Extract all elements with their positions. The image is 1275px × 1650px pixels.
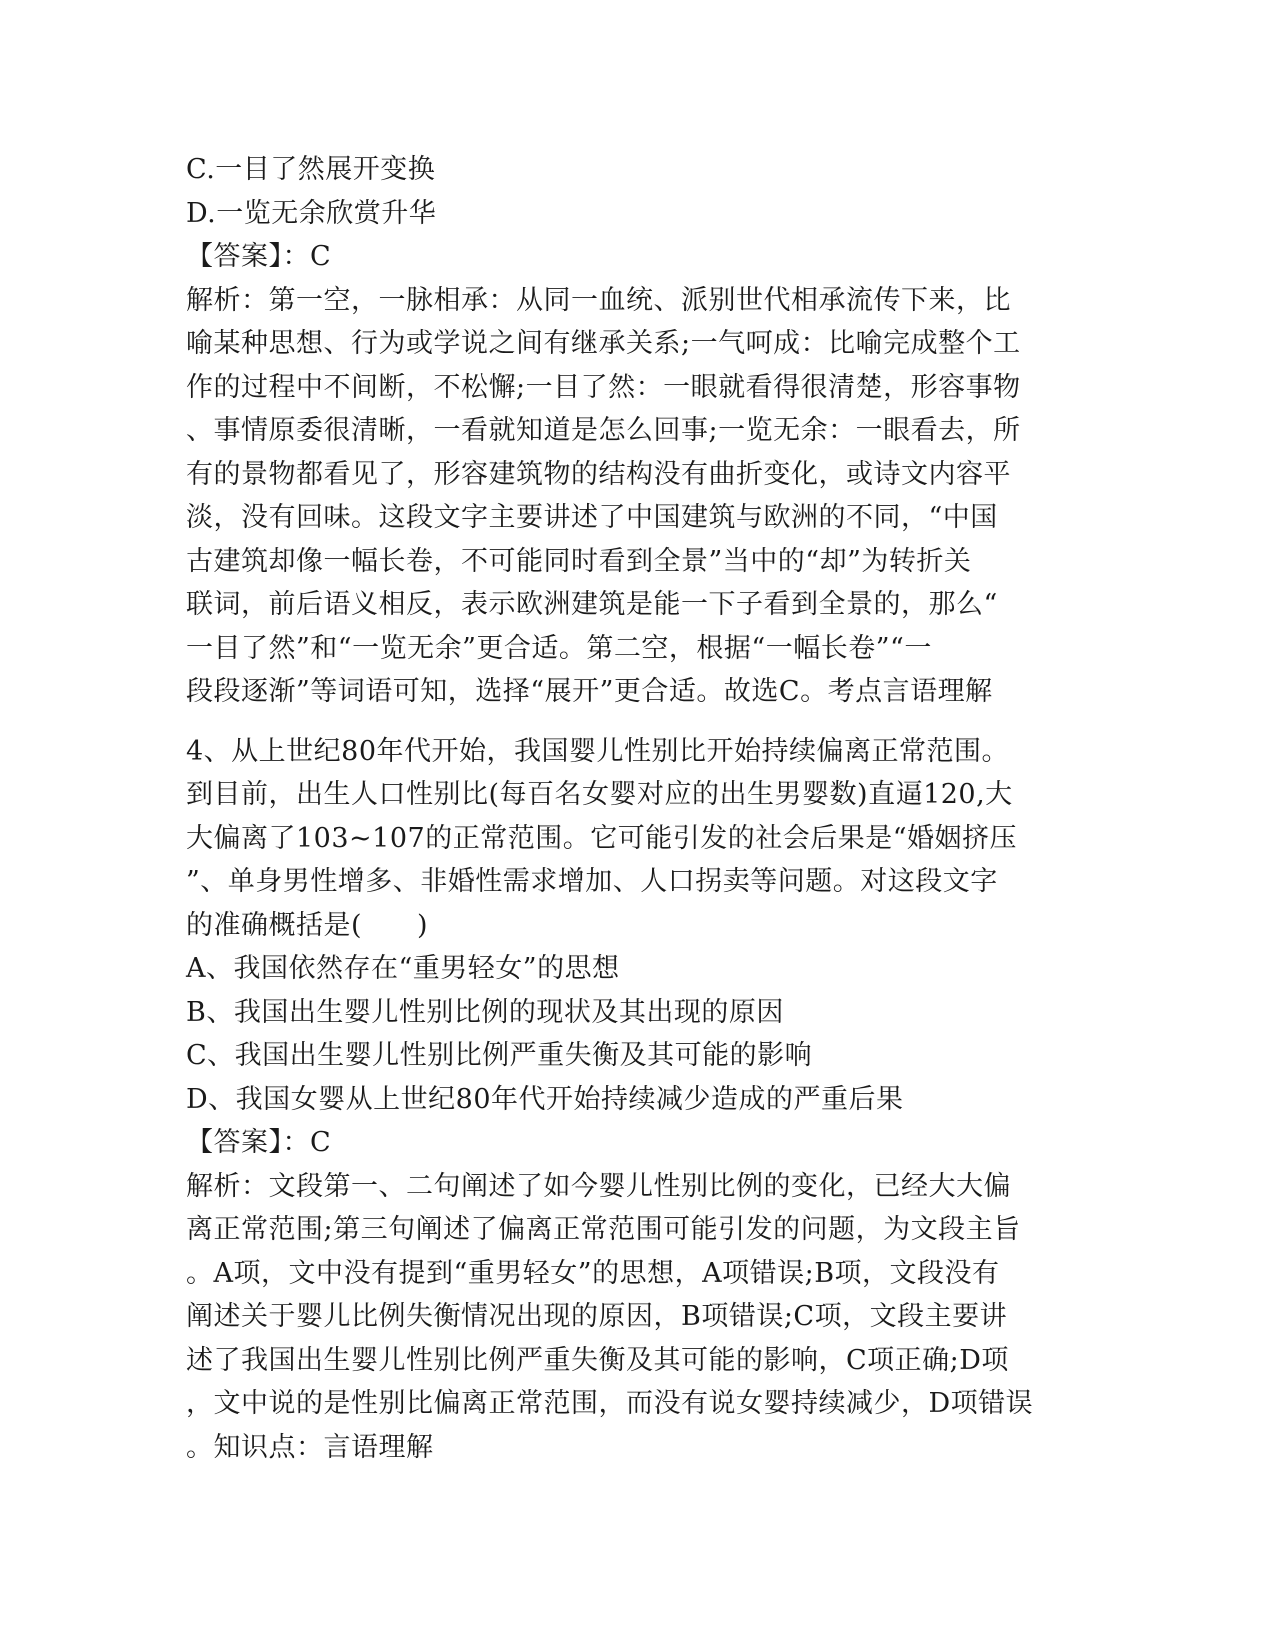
q4-stem bbox=[186, 730, 1086, 948]
q4-option-b: B、我国出生婴儿性别比例的现状及其出现的原因 bbox=[186, 996, 784, 1028]
q4-analysis-line: 。知识点：言语理解 bbox=[186, 1431, 434, 1463]
q3-analysis-line: 联词，前后语义相反，表示欧洲建筑是能一下子看到全景的，那么“ bbox=[186, 589, 998, 620]
q3-option-c: C.一目了然展开变换 bbox=[186, 154, 436, 185]
q4-analysis-line: 解析：文段第一、二句阐述了如今婴儿性别比例的变化，已经大大偏 bbox=[186, 1170, 1011, 1202]
q4-answer: 【答案】：C bbox=[186, 1127, 332, 1158]
q4-analysis-line: 。A项，文中没有提到“重男轻女”的思想，A项错误;B项，文段没有 bbox=[186, 1257, 1000, 1289]
q3-analysis-line: 、事情原委很清晰，一看就知道是怎么回事;一览无余：一眼看去，所 bbox=[186, 415, 1021, 446]
q4-option-c: C、我国出生婴儿性别比例严重失衡及其可能的影响 bbox=[186, 1040, 813, 1071]
q3-option-d: D.一览无余欣赏升华 bbox=[186, 197, 437, 229]
q4-analysis-line: 离正常范围;第三句阐述了偏离正常范围可能引发的问题，为文段主旨 bbox=[186, 1214, 1021, 1245]
q4-analysis-line: 阐述关于婴儿比例失衡情况出现的原因，B项错误;C项，文段主要讲 bbox=[186, 1301, 1008, 1332]
q3-analysis-line: 淡，没有回味。这段文字主要讲述了中国建筑与欧洲的不同，“中国 bbox=[186, 502, 998, 533]
q4-option-a: A、我国依然存在“重男轻女”的思想 bbox=[186, 953, 620, 984]
q4-analysis bbox=[186, 1165, 1086, 1470]
q4-options bbox=[186, 947, 1086, 1121]
q3-analysis-line: 喻某种思想、行为或学说之间有继承关系;一气呵成：比喻完成整个工 bbox=[186, 328, 1021, 359]
q4-analysis-line: 述了我国出生婴儿性别比例严重失衡及其可能的影响，C项正确;D项 bbox=[186, 1344, 1009, 1376]
q3-analysis bbox=[186, 279, 1086, 714]
question-separator bbox=[186, 714, 1086, 730]
q3-analysis-line: 有的景物都看见了，形容建筑物的结构没有曲折变化，或诗文内容平 bbox=[186, 458, 1011, 490]
q3-answer: 【答案】：C bbox=[186, 241, 332, 272]
q4-stem-line: ”、单身男性增多、非婚性需求增加、人口拐卖等问题。对这段文字 bbox=[186, 866, 998, 897]
q4-stem-line: 到目前，出生人口性别比(每百名女婴对应的出生男婴数)直逼120,大 bbox=[186, 779, 1013, 810]
q3-analysis-line: 解析：第一空，一脉相承：从同一血统、派别世代相承流传下来，比 bbox=[186, 284, 1011, 316]
q3-analysis-line: 段段逐渐”等词语可知，选择“展开”更合适。故选C。考点言语理解 bbox=[186, 676, 993, 707]
page-content bbox=[186, 148, 1086, 1469]
q3-analysis-line: 一目了然”和“一览无余”更合适。第二空，根据“一幅长卷”“一 bbox=[186, 632, 932, 664]
q3-analysis-line: 作的过程中不间断，不松懈;一目了然：一眼就看得很清楚，形容事物 bbox=[186, 371, 1021, 403]
q3-analysis-line: 古建筑却像一幅长卷，不可能同时看到全景”当中的“却”为转折关 bbox=[186, 545, 972, 577]
q4-stem-line: 4、从上世纪80年代开始，我国婴儿性别比开始持续偏离正常范围。 bbox=[186, 735, 1010, 767]
q4-stem-line: 大偏离了103~107的正常范围。它可能引发的社会后果是“婚姻挤压 bbox=[186, 822, 1017, 854]
q4-analysis-line: ，文中说的是性别比偏离正常范围，而没有说女婴持续减少，D项错误 bbox=[186, 1388, 1034, 1419]
q4-option-d: D、我国女婴从上世纪80年代开始持续减少造成的严重后果 bbox=[186, 1083, 904, 1115]
q4-stem-line: 的准确概括是( ) bbox=[186, 909, 429, 941]
